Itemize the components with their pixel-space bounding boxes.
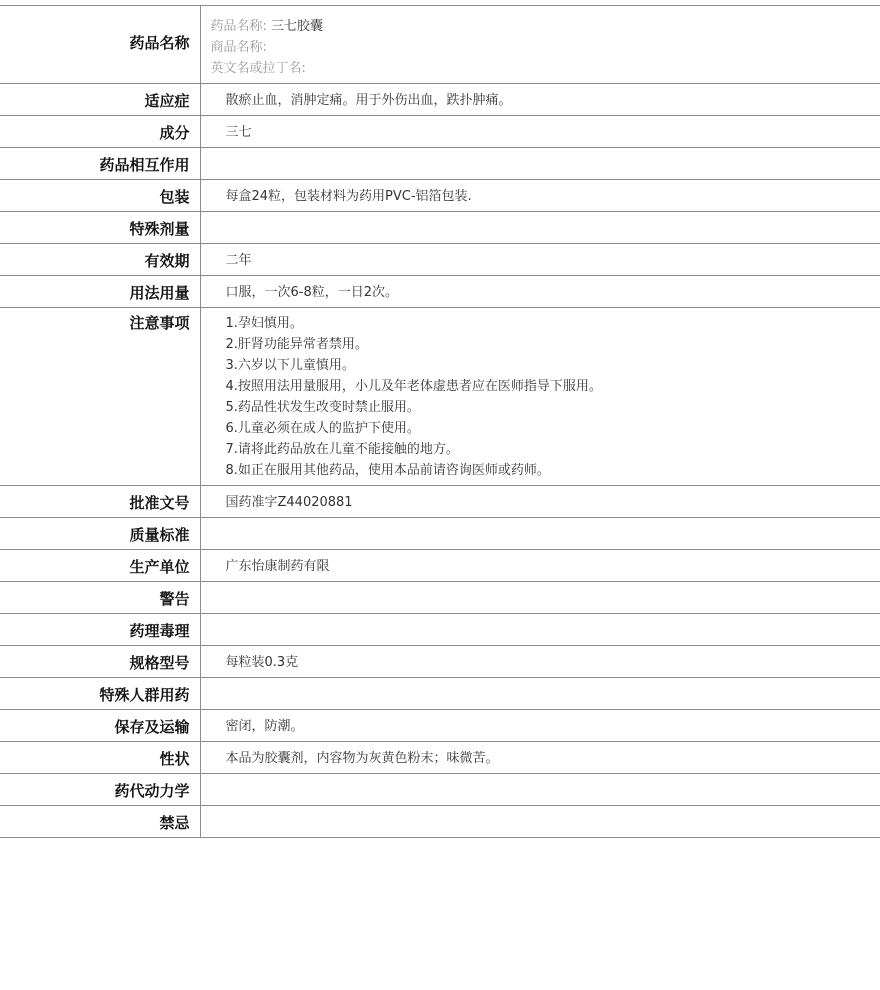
drug-name-cell xyxy=(200,6,880,84)
info-row xyxy=(0,148,880,180)
row-label: 生产单位 xyxy=(0,550,200,582)
row-value: 每盒24粒，包装材料为药用PVC-铝箔包装. xyxy=(225,189,472,204)
drug-name-key: 药品名称: xyxy=(210,19,267,34)
trade-name-key: 商品名称: xyxy=(210,40,267,55)
english-name-key: 英文名或拉丁名: xyxy=(210,61,306,76)
notes-list xyxy=(226,313,880,481)
notes-item: 6.儿童必须在成人的监护下使用。 xyxy=(225,421,420,436)
row-label: 药品相互作用 xyxy=(0,148,200,180)
row-value: 国药准字Z44020881 xyxy=(225,495,353,510)
notes-item: 5.药品性状发生改变时禁止服用。 xyxy=(225,400,420,415)
notes-item: 7.请将此药品放在儿童不能接触的地方。 xyxy=(225,442,459,457)
row-label: 用法用量 xyxy=(0,276,200,308)
row-value xyxy=(200,774,880,806)
row-label: 药代动力学 xyxy=(0,774,200,806)
notes-label: 注意事项 xyxy=(0,308,200,486)
row-label: 成分 xyxy=(0,116,200,148)
info-row xyxy=(0,614,880,646)
row-label: 警告 xyxy=(0,582,200,614)
row-label: 规格型号 xyxy=(0,646,200,678)
row-label: 保存及运输 xyxy=(0,710,200,742)
row-value xyxy=(200,148,880,180)
notes-cell xyxy=(200,308,880,486)
info-row xyxy=(0,244,880,276)
info-row xyxy=(0,806,880,838)
drug-name-label: 药品名称 xyxy=(0,6,200,84)
notes-item: 4.按照用法用量服用，小儿及年老体虚患者应在医师指导下服用。 xyxy=(225,379,602,394)
drug-name-line xyxy=(211,16,880,37)
row-value: 散瘀止血，消肿定痛。用于外伤出血，跌扑肿痛。 xyxy=(225,93,512,108)
row-value: 本品为胶囊剂，内容物为灰黄色粉末；味微苦。 xyxy=(225,751,499,766)
english-name-line xyxy=(211,58,880,79)
row-label: 批准文号 xyxy=(0,486,200,518)
drug-name-row xyxy=(0,6,880,84)
notes-row xyxy=(0,308,880,486)
info-row xyxy=(0,276,880,308)
notes-item: 8.如正在服用其他药品，使用本品前请咨询医师或药师。 xyxy=(225,463,550,478)
row-value xyxy=(200,518,880,550)
row-value: 三七 xyxy=(225,125,252,140)
info-row xyxy=(0,582,880,614)
row-value xyxy=(200,806,880,838)
info-row xyxy=(0,646,880,678)
drug-info-table xyxy=(0,5,880,838)
row-label: 适应症 xyxy=(0,84,200,116)
row-value: 每粒装0.3克 xyxy=(225,655,299,670)
info-row xyxy=(0,84,880,116)
notes-item: 2.肝肾功能异常者禁用。 xyxy=(225,337,368,352)
info-row xyxy=(0,212,880,244)
info-row xyxy=(0,678,880,710)
row-label: 特殊剂量 xyxy=(0,212,200,244)
drug-info-body xyxy=(0,6,880,838)
row-value xyxy=(200,212,880,244)
row-label: 质量标准 xyxy=(0,518,200,550)
trade-name-line xyxy=(211,37,880,58)
row-label: 禁忌 xyxy=(0,806,200,838)
drug-name-value: 三七胶囊 xyxy=(271,19,324,34)
info-row xyxy=(0,486,880,518)
row-value: 密闭，防潮。 xyxy=(225,719,304,734)
row-label: 药理毒理 xyxy=(0,614,200,646)
row-label: 有效期 xyxy=(0,244,200,276)
info-row xyxy=(0,710,880,742)
row-label: 包装 xyxy=(0,180,200,212)
row-value xyxy=(200,582,880,614)
info-row xyxy=(0,116,880,148)
row-value xyxy=(200,614,880,646)
row-value: 二年 xyxy=(225,253,252,268)
notes-item: 3.六岁以下儿童慎用。 xyxy=(225,358,355,373)
row-label: 性状 xyxy=(0,742,200,774)
info-row xyxy=(0,550,880,582)
info-row xyxy=(0,180,880,212)
info-row xyxy=(0,774,880,806)
notes-item: 1.孕妇慎用。 xyxy=(225,316,303,331)
info-row xyxy=(0,518,880,550)
row-value xyxy=(200,678,880,710)
row-label: 特殊人群用药 xyxy=(0,678,200,710)
row-value: 广东怡康制药有限 xyxy=(225,559,330,574)
info-row xyxy=(0,742,880,774)
row-value: 口服，一次6-8粒，一日2次。 xyxy=(225,285,399,300)
